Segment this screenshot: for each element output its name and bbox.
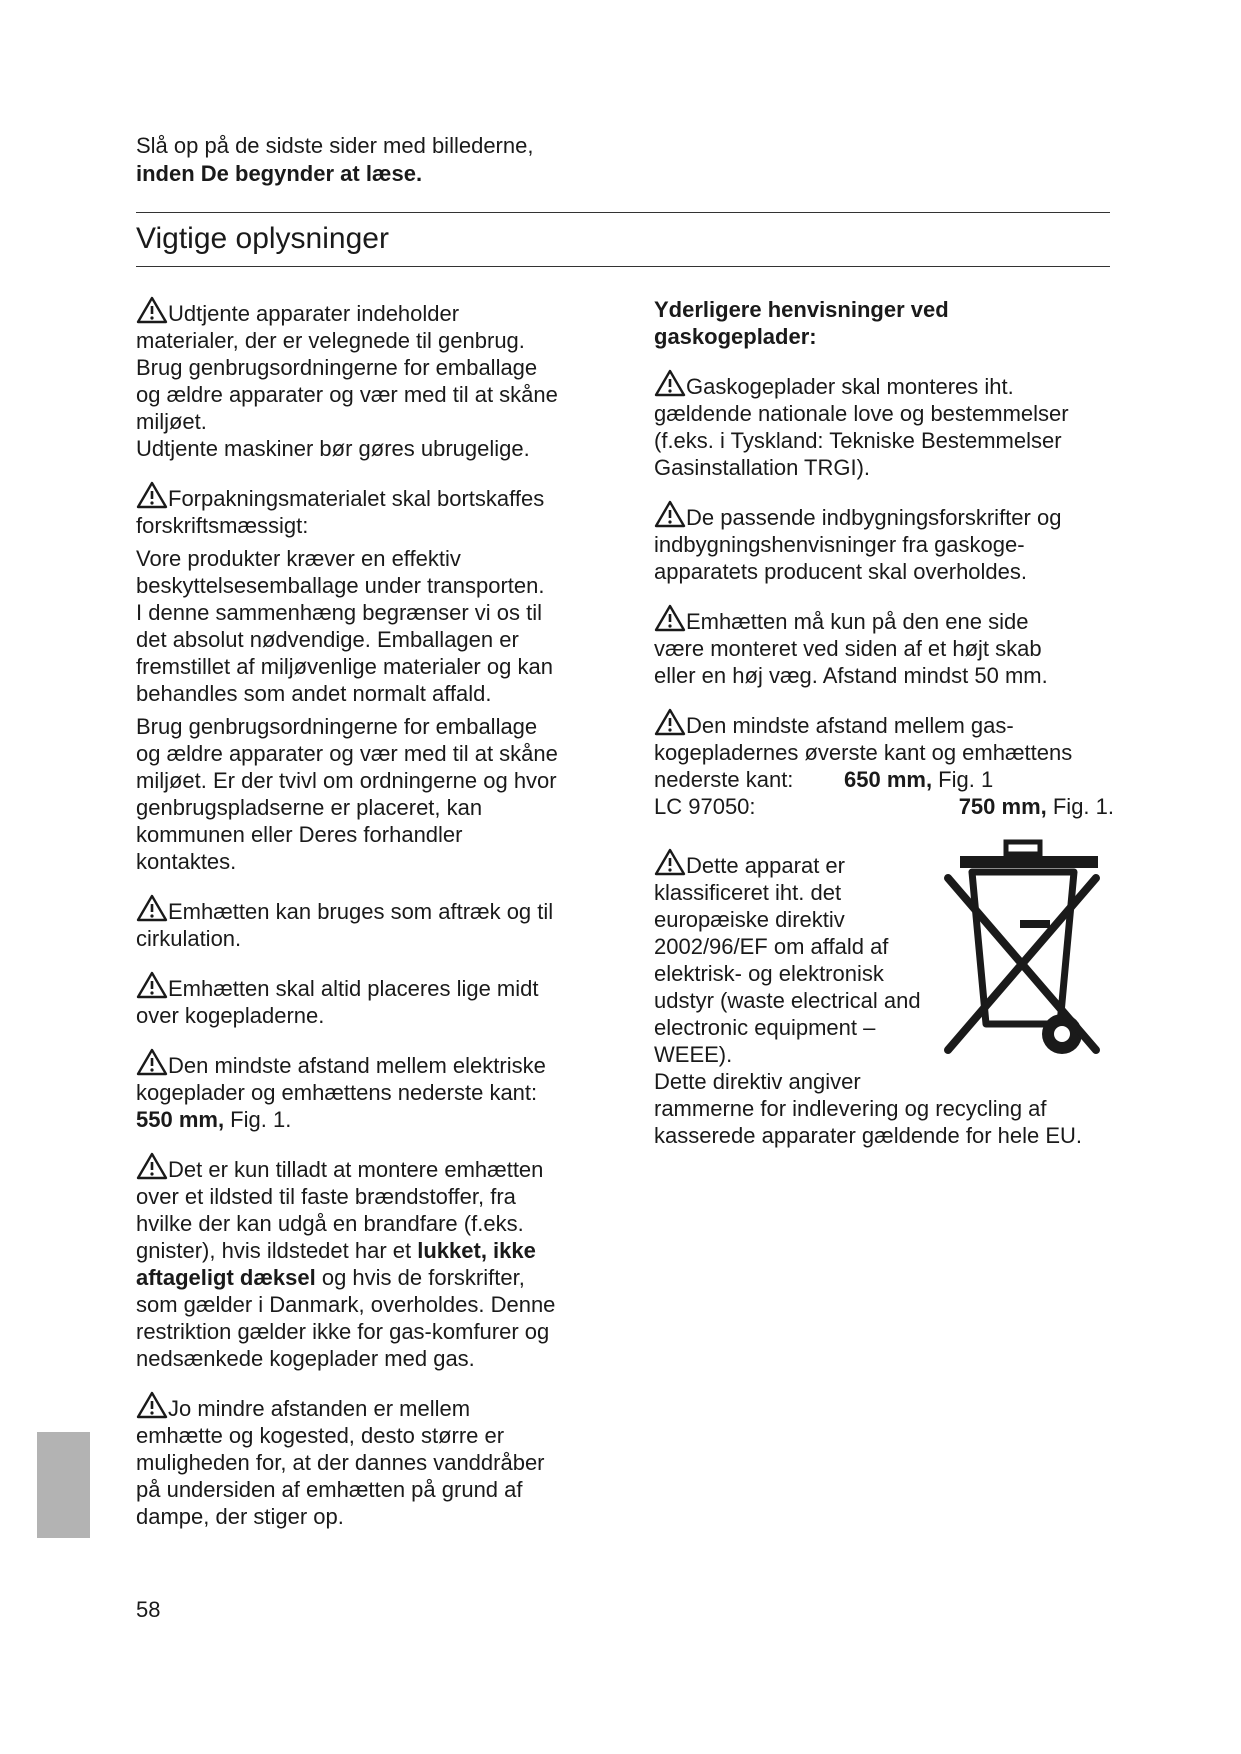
section-tab-marker	[37, 1432, 90, 1538]
warning-triangle-icon	[136, 1048, 168, 1076]
crossed-out-bin-icon	[940, 838, 1106, 1068]
paragraph-packaging: Forpakningsmaterialet skal bortskaffes forskriftsmæssigt:	[136, 481, 606, 539]
intro-line-2: inden De begynder at læse.	[136, 161, 423, 186]
distance-row-standard: nederste kant: 650 mm, Fig. 1	[654, 767, 994, 792]
warning-triangle-icon	[654, 500, 686, 528]
right-column	[654, 296, 1124, 1149]
rule-bottom	[136, 266, 1110, 267]
warning-triangle-icon	[136, 481, 168, 509]
warning-triangle-icon	[654, 848, 686, 876]
warning-triangle-icon	[136, 971, 168, 999]
paragraph-condensation: Jo mindre afstanden er mellem emhætte og kogested, desto større er muligheden for, at der dannes vanddråber på undersiden af emhætten på grund af dampe, der stiger op.	[136, 1391, 606, 1530]
distance-row-lc97050: LC 97050: 750 mm, Fig. 1.	[654, 794, 1114, 819]
weee-notice: Dette apparat er klassificeret iht. det europæiske direktiv 2002/96/EF om affald af elektrisk- og elektronisk udstyr (waste electrical and electronic equipment – WEEE). Dette direktiv angiver rammerne for indlevering og recycling af kasserede apparater gældende for hele EU.	[654, 848, 1124, 1149]
warning-triangle-icon	[136, 1391, 168, 1419]
intro-line-1: Slå op på de sidste sider med billederne,	[136, 133, 534, 158]
warning-triangle-icon	[136, 296, 168, 324]
paragraph-gas-distance: Den mindste afstand mellem gas- kogepladernes øverste kant og emhættens nederste kant: 650 mm, Fig. 1 LC 97050: 750 mm, Fig. 1.	[654, 708, 1124, 820]
paragraph-extraction-mode: Emhætten kan bruges som aftræk og til cirkulation.	[136, 894, 606, 952]
paragraph-centering: Emhætten skal altid placeres lige midt over kogepladerne.	[136, 971, 606, 1029]
paragraph-solid-fuel: Det er kun tilladt at montere emhætten over et ildsted til faste brændstoffer, fra hvilke der kan udgå en brandfare (f.eks. gnister), hvis ildstedet har et lukket, ikke aftageligt dæksel og hvis de forskrifter, som gælder i Danmark, overholdes. Denne restriktion gælder ikke for gas-komfurer og nedsænkede kogeplader med gas.	[136, 1152, 606, 1372]
left-column	[136, 296, 606, 1549]
paragraph-protective-packaging: Vore produkter kræver en effektiv beskyttelsesemballage under transporten. I denne sammenhæng begrænser vi os til det absolut nødvendige. Emballagen er fremstillet af miljøvenlige materialer og kan behandles som andet normalt affald.	[136, 546, 553, 706]
paragraph-installation-rules: De passende indbygningsforskrifter og indbygningshenvisninger fra gaskoge- apparatets producent skal overholdes.	[654, 500, 1124, 585]
paragraph-disposal: Udtjente apparater indeholder materialer, der er velegnede til genbrug. Brug genbrugsordningerne for emballage og ældre apparater og vær med til at skåne miljøet. Udtjente maskiner bør gøres ubrugelige.	[136, 296, 606, 462]
warning-triangle-icon	[136, 1152, 168, 1180]
paragraph-side-mounting: Emhætten må kun på den ene side være monteret ved siden af et højt skab eller en høj væg. Afstand mindst 50 mm.	[654, 604, 1124, 689]
warning-triangle-icon	[654, 369, 686, 397]
intro-note	[136, 132, 533, 188]
page-title: Vigtige oplysninger	[136, 222, 389, 255]
warning-triangle-icon	[136, 894, 168, 922]
rule-top	[136, 212, 1110, 213]
paragraph-gas-regulations: Gaskogeplader skal monteres iht. gældende nationale love og bestemmelser (f.eks. i Tyskland: Tekniske Bestemmelser Gasinstallation TRGI).	[654, 369, 1124, 481]
page-number: 58	[136, 1597, 161, 1622]
paragraph-recycling: Brug genbrugsordningerne for emballage og ældre apparater og vær med til at skåne miljøet. Er der tvivl om ordningerne og hvor genbrugspladserne er placeret, kan kommunen eller Deres forhandler kontaktes.	[136, 714, 558, 874]
warning-triangle-icon	[654, 604, 686, 632]
gas-section-heading: Yderligere henvisninger ved gaskogeplader:	[654, 297, 949, 349]
warning-triangle-icon	[654, 708, 686, 736]
paragraph-electric-distance: Den mindste afstand mellem elektriske kogeplader og emhættens nederste kant: 550 mm, Fig. 1.	[136, 1048, 606, 1133]
